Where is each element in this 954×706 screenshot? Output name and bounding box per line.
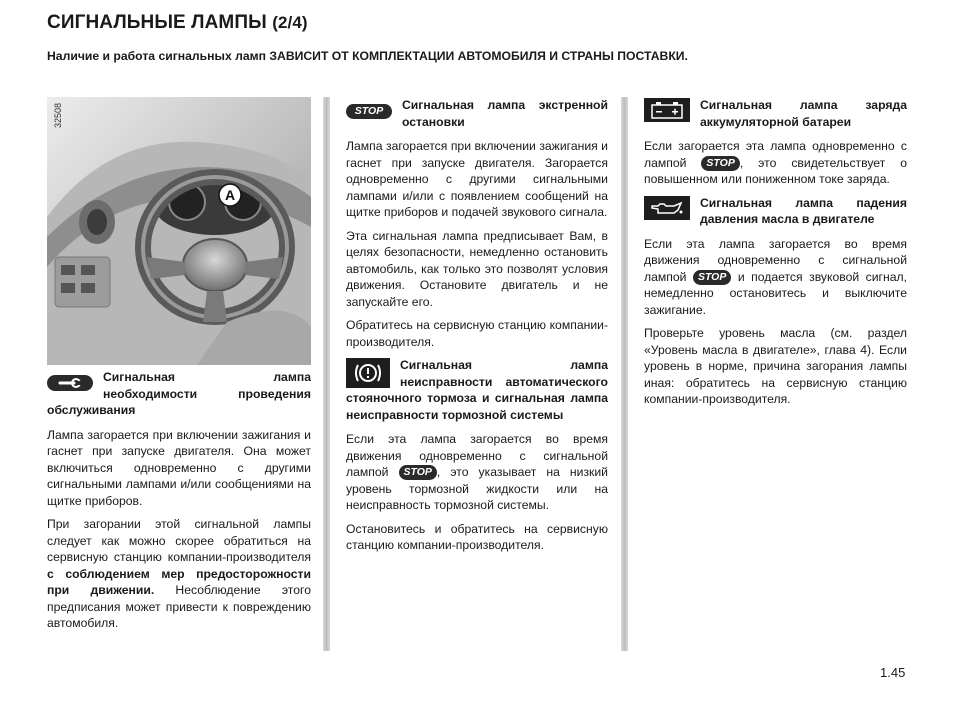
oil-lamp-p1-b: и подается звуковой сигнал, немедленно остановитесь и выключите зажигание. xyxy=(644,269,907,317)
oil-lamp-heading xyxy=(644,195,907,228)
battery-lamp-heading-text: Сигнальная лампа заряда аккумуляторной батареи xyxy=(700,98,907,129)
service-lamp-heading xyxy=(47,369,311,419)
column-2 xyxy=(346,97,608,561)
label-a: A xyxy=(224,187,236,203)
service-lamp-p2 xyxy=(47,516,311,632)
column-3 xyxy=(644,97,907,415)
brake-lamp-heading xyxy=(346,357,608,423)
oil-lamp-p2: Проверьте уровень масла (см. раздел «Уровень масла в двигателе», глава 4). Если уровень в норме, причина загорания лампы иная: обратитесь на сервисную станцию компании-производителя. xyxy=(644,326,907,406)
page-number: 1.45 xyxy=(880,665,906,680)
dashboard-illustration xyxy=(47,97,311,365)
stop-icon-inline: STOP xyxy=(701,156,739,171)
service-lamp-p2-bold: с соблюдением мер предосторожности при движении. xyxy=(47,566,311,597)
brake-lamp-p1-b: , это указывает на низкий уровень тормозной жидкости или на неисправность тормозной системы. xyxy=(346,465,608,512)
oil-lamp-p1 xyxy=(644,236,907,319)
page-title xyxy=(47,12,308,34)
stop-lamp-heading xyxy=(346,97,608,130)
figure-id: 32508 xyxy=(53,103,63,129)
column-divider-1 xyxy=(323,97,330,651)
service-lamp-p2-c: Несоблюдение этого предписания может привести к повреждению автомобиля. xyxy=(47,583,311,630)
oil-lamp-heading-text: Сигнальная лампа падения давления масла в двигателе xyxy=(700,195,907,226)
oil-can-icon xyxy=(644,196,690,220)
battery-lamp-p1 xyxy=(644,138,907,188)
battery-lamp-p1-a: Если загорается эта лампа одновременно с лампой xyxy=(644,139,907,170)
brake-lamp-p1 xyxy=(346,431,608,514)
stop-icon-inline: STOP xyxy=(693,270,731,285)
oil-lamp-p1-a: Если эта лампа загорается во время движения одновременно с сигнальной лампой xyxy=(644,236,907,284)
brake-warning-icon xyxy=(346,358,390,388)
brake-lamp-p1-a: Если эта лампа загорается во время движения одновременно с сигнальной лампой xyxy=(346,432,608,479)
battery-lamp-p1-b: , это свидетельствует о повышенном или пониженном токе заряда. xyxy=(644,155,907,186)
brake-lamp-p2: Остановитесь и обратитесь на сервисную станцию компании-производителя. xyxy=(346,521,608,552)
page-subtitle: Наличие и работа сигнальных ламп ЗАВИСИТ ОТ КОМПЛЕКТАЦИИ АВТОМОБИЛЯ И СТРАНЫ ПОСТАВКИ. xyxy=(47,49,688,63)
battery-lamp-heading xyxy=(644,97,907,130)
stop-lamp-heading-text: Сигнальная лампа экстренной остановки xyxy=(402,98,608,129)
stop-icon-inline: STOP xyxy=(399,465,437,480)
title-text: СИГНАЛЬНЫЕ ЛАМПЫ xyxy=(47,12,267,33)
service-lamp-p2-a: При загорании этой сигнальной лампы следует как можно скорее обратиться на сервисную станцию компании-производителя xyxy=(47,517,311,564)
title-page-indicator: (2/4) xyxy=(272,13,308,32)
stop-lamp-p2: Эта сигнальная лампа предписывает Вам, в целях безопасности, немедленно остановить автомобиль, как только это позволят условия движения. Остановите двигатель и не запускайте его. xyxy=(346,228,608,309)
wrench-icon xyxy=(47,375,93,391)
stop-lamp-p3: Обратитесь на сервисную станцию компании-производителя. xyxy=(346,318,608,349)
brake-lamp-heading-text: Сигнальная лампа неисправности автоматического стояночного тормоза и сигнальная лампа неисправности тормозной системы xyxy=(346,358,608,422)
column-divider-2 xyxy=(621,97,628,651)
service-lamp-p1: Лампа загорается при включении зажигания и гаснет при запуске двигателя. Она может включиться одновременно с другими сигнальными лампами и/или сообщениями на щитке приборов. xyxy=(47,427,311,508)
stop-lamp-p1: Лампа загорается при включении зажигания и гаснет при запуске двигателя. Загорается одновременно с другими сигнальными лампами и/или с появлением сообщений на щитке приборов и подачей звукового сигнала. xyxy=(346,139,608,219)
service-lamp-heading-text: Сигнальная лампа необходимости проведения обслуживания xyxy=(47,370,311,417)
column-1 xyxy=(47,369,311,639)
battery-icon xyxy=(644,98,690,122)
stop-icon: STOP xyxy=(346,104,392,119)
